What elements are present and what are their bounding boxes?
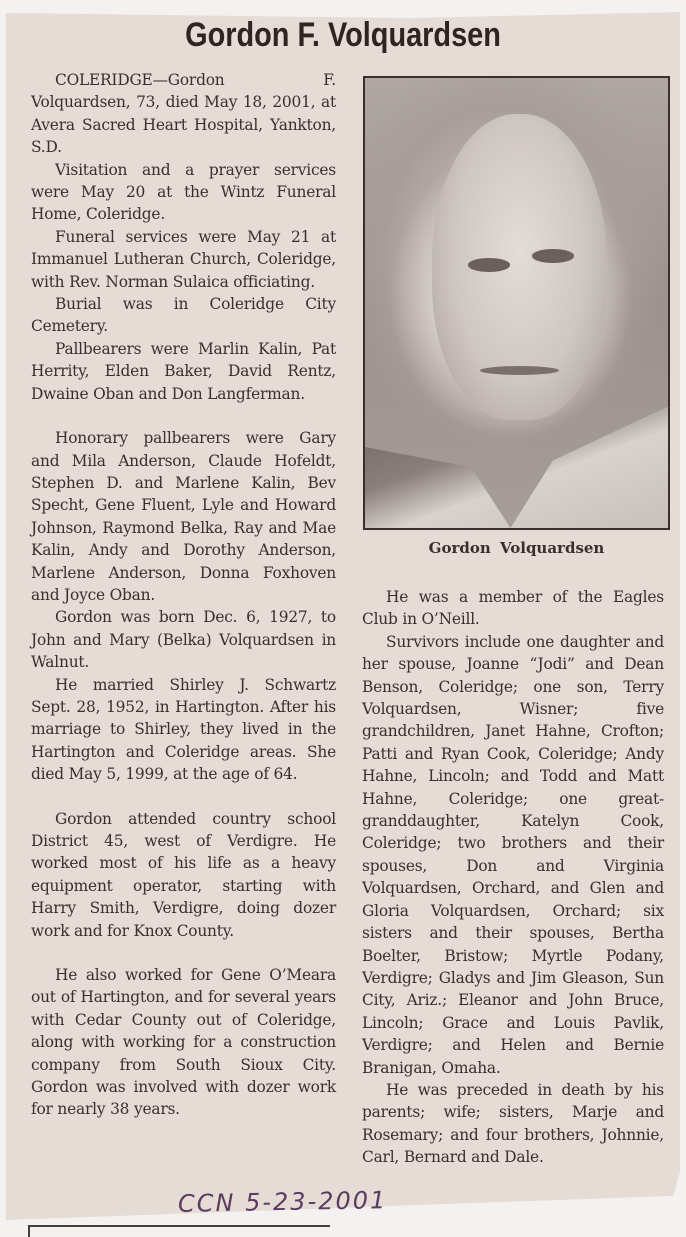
photo-eye-right — [532, 249, 574, 263]
paragraph-eagles-club: He was a member of the Eagles Club in O’Neill. — [362, 588, 664, 629]
paragraph-preceded: He was preceded in death by his parents; wife; sisters, Marje and Rosemary; and four brothers, Johnnie, Carl, Bernard and Dale. — [362, 1080, 664, 1167]
paragraph-survivors: Survivors include one daughter and her spouse, Joanne “Jodi” and Dean Benson, Coleridge; one son, Terry Volquardsen, Wisner; five grandchildren, Janet Hahne, Crofton; Patti and Ryan Cook, Coleridge; Andy Hahne, Lincoln; and Todd and Matt Hahne, Coleridge; one great-granddaughter, Katelyn Cook, Coleridge; two brothers and their spouses, Don and Virginia Volquardsen, Orchard, and Glen and Gloria Volquardsen, Orchard; six sisters and their spouses, Bertha Boelter, Bristow; Myrtle Podany, Verdigre; Gladys and Jim Gleason, Sun City, Ariz.; Eleanor and John Bruce, Lincoln; Grace and Louis Pavlik, Verdigre; and Helen and Bernie Branigan, Omaha. — [362, 632, 664, 1077]
paragraph-honorary-pallbearers: Honorary pallbearers were Gary and Mila Anderson, Claude Hofeldt, Stephen D. and Marlene Kalin, Bev Specht, Gene Fluent, Lyle and Howard Johnson, Raymond Belka, Ray and Mae Kalin, Andy and Dorothy Anderson, Marlene Anderson, Donna Foxhoven and Joyce Oban. — [31, 429, 336, 604]
paragraph-career-continued: He also worked for Gene O’Meara out of Hartington, and for several years with Cedar County out of Coleridge, along with working for a construction company from South Sioux City. Gordon was involved with dozer work for nearly 38 years. — [31, 966, 336, 1119]
paragraph-pallbearers: Pallbearers were Marlin Kalin, Pat Herrity, Elden Baker, David Rentz, Dwaine Oban and Don Langferman. — [31, 339, 336, 403]
photo-mouth — [480, 366, 559, 375]
paragraph-birth: Gordon was born Dec. 6, 1927, to John and Mary (Belka) Volquardsen in Walnut. — [31, 608, 336, 672]
left-column — [31, 69, 336, 1121]
handwritten-date-note: CCN 5-23-2001 — [177, 1186, 388, 1218]
paragraph-funeral: Funeral services were May 21 at Immanuel Lutheran Church, Coleridge, with Rev. Norman Sulaica officiating. — [31, 227, 336, 291]
bottom-border-line — [28, 1225, 330, 1237]
paragraph-burial: Burial was in Coleridge City Cemetery. — [31, 295, 336, 336]
paragraph-marriage: He married Shirley J. Schwartz Sept. 28, 1952, in Hartington. After his marriage to Shirley, they lived in the Hartington and Coleridge areas. She died May 5, 1999, at the age of 64. — [31, 675, 336, 784]
obituary-headline: Gordon F. Volquardsen — [185, 16, 501, 54]
photo-caption: Gordon Volquardsen — [428, 539, 605, 557]
paragraph-death-notice: COLERIDGE—Gordon F. Volquardsen, 73, died May 18, 2001, at Avera Sacred Heart Hospital, Yankton, S.D. — [31, 71, 336, 157]
right-column — [362, 586, 664, 1169]
paragraph-career: Gordon attended country school District 45, west of Verdigre. He worked most of his life as a heavy equipment operator, starting with Harry Smith, Verdigre, doing dozer work and for Knox County. — [31, 809, 336, 940]
paragraph-visitation: Visitation and a prayer services were May 20 at the Wintz Funeral Home, Coleridge. — [31, 160, 336, 224]
photo-eye-left — [468, 258, 510, 272]
portrait-photo — [363, 76, 670, 530]
